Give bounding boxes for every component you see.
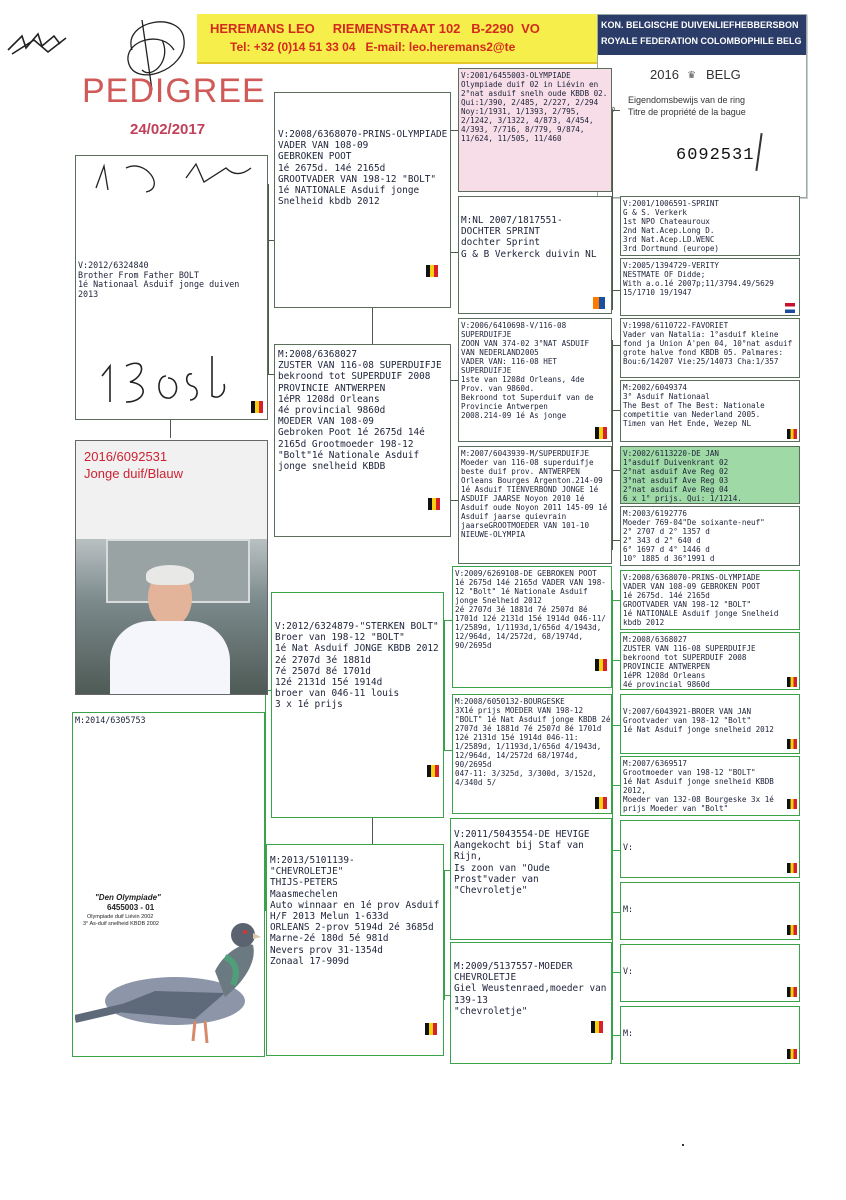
pen-dot: [682, 1144, 684, 1146]
org-name-fr: ROYALE FEDERATION COLOMBOPHILE BELG: [601, 36, 802, 46]
belgian-flag-icon: [427, 765, 439, 777]
gen4-box-12: [620, 882, 800, 940]
org-name-nl: KON. BELGISCHE DUIVENLIEFHEBBERSBON: [601, 20, 799, 30]
gen4-box-11-text: V:: [623, 842, 634, 852]
gen4-box-2: [620, 258, 800, 316]
belgian-flag-icon: [787, 925, 797, 935]
ring-country: BELG: [706, 67, 741, 82]
gen4-box-6: [620, 506, 800, 566]
belgian-flag-icon: [787, 677, 797, 687]
gen4-box-4: [620, 380, 800, 442]
gen2-fm-text: M:2008/6368027 ZUSTER VAN 116-08 SUPERDUIFJE bekroond tot SUPERDUIF 2008 PROVINCIE ANTWERPEN 1éPR 1208d Orleans 4é provincial 9860d MOEDER VAN 108-09 Gebroken Poot 1é 2675d 14é 2165d Grootmoeder 198-12 "Bolt"1é Nationale Asduif jonge snelheid KBDB: [278, 349, 442, 473]
belgian-flag-icon: [787, 987, 797, 997]
gen4-box-11: [620, 820, 800, 878]
pigeon-image: [75, 901, 263, 1051]
gen3-fmm-text: M:2007/6043939-M/SUPERDUIFJE Moeder van 116-08 superduifje beste duif prov. ANTWERPEN Orleans Bourges Argenton.214-09 1é Asduif TIENVERBOND JONGE 1é ASDUIF JAARSE Noyon 2010 1é Asduif oude Noyon 2011 145-09 1é Asduif jaarse quievrain jaarseGROOTMOEDER VAN 101-10 NIEUWE-OLYMPIA: [461, 449, 608, 539]
belgian-flag-icon: [426, 265, 438, 277]
belgian-flag-icon: [251, 401, 263, 413]
olympiade-line2: 3° As-duif snelheid KBDB 2002: [83, 921, 159, 927]
olympiade-line1: Olympiade duif Liévin 2002: [87, 914, 154, 920]
gen3-fff-box: [458, 68, 612, 192]
portrait-shirt: [110, 621, 230, 694]
crown-icon: ♛: [688, 67, 696, 81]
gen4-box-10: [620, 756, 800, 816]
gen2-mm-text: M:2013/5101139- "CHEVROLETJE" THIJS-PETERS Maasmechelen Auto winnaar en 1é prov Asduif H/F 2013 Melun 1-633d ORLEANS 2-prov 5194d 2é 3685d Marne-2é 180d 5é 981d Nevers prov 31-1354d Zonaal 17-909d: [270, 855, 440, 967]
olympiade-ring: 6455003 - 01: [107, 903, 155, 912]
gen2-ff-box: [274, 92, 451, 308]
father-box: [75, 155, 268, 420]
ownership-label-nl: Eigendomsbewijs van de ring: [628, 95, 746, 105]
ownership-label-fr: Titre de propriété de la bague: [628, 107, 746, 117]
belgian-flag-icon: [593, 297, 605, 309]
gen3-ffm-text: M:NL 2007/1817551- DOCHTER SPRINT dochter Sprint G & B Verkerck duivin NL: [461, 215, 597, 260]
gen4-box-5: [620, 446, 800, 504]
belgian-flag-icon: [595, 659, 607, 671]
gen3-fmf-text: V:2006/6410698-V/116-08 SUPERDUIFJE ZOON VAN 374-02 3°NAT ASDUIF VAN NEDERLAND2005 VADER VAN: 116-08 HET SUPERDUIFJE 1ste van 1208d Orleans, 4de Prov. van 9860d. Bekroond tot Superduif van de Provincie Antwerpen 2008.214-09 1é As jonge: [461, 321, 594, 420]
gen4-box-9-text: V:2007/6043921-BROER VAN JAN Grootvader van 198-12 "Bolt" 1é Nat Asduif jonge snelheid 2012: [623, 707, 774, 734]
belgian-flag-icon: [591, 1021, 603, 1033]
belgian-flag-icon: [425, 1023, 437, 1035]
pedigree-date: 24/02/2017: [130, 121, 206, 138]
gen4-box-4-text: M:2002/6049374 3° Asduif Nationaal The Best of The Best: Nationale competitie van Nederland 2005. Timen van Het Ende, Wezep NL: [623, 383, 765, 428]
gen4-box-1: [620, 196, 800, 256]
gen3-mmm-box: [450, 942, 612, 1064]
gen4-box-9: [620, 694, 800, 754]
mother-text: M:2014/6305753: [75, 715, 146, 725]
gen2-mm-box: [266, 844, 444, 1056]
gen4-box-3-text: V:1998/6110722-FAVORIET Vader van Natalia: 1°asduif kleine fond ja Union A'pen 04, 10°nat asduif grote halve fond KBDB 05. Palmares: Bou:6/14207 Vie:25/14073 Cha:1/357: [623, 321, 793, 366]
signature-scribble: [86, 158, 256, 198]
bird-ring: 2016/6092531: [84, 449, 168, 464]
gen4-box-2-text: V:2005/1394729-VERITY NESTMATE OF Didde; With a.o.1é 2007p;11/3794.49/5629 15/1710 19/1947: [623, 261, 774, 297]
gen3-mfm-box: [452, 694, 612, 814]
bird-id-panel: [75, 440, 268, 695]
gen4-box-10-text: M:2007/6369517 Grootmoeder van 198-12 "BOLT" 1é Nat Asduif jonge snelheid KBDB 2012, Moeder van 132-08 Bourgeske 3x 1é prijs Moeder van "Bolt": [623, 759, 774, 813]
ring-card-pen-line: [755, 133, 762, 171]
belgian-flag-icon: [428, 498, 440, 510]
belgian-flag-icon: [787, 1049, 797, 1059]
gen3-ffm-box: [458, 196, 612, 314]
gen4-box-7-text: V:2008/6368070-PRINS-OLYMPIADE VADER VAN 108-09 GEBROKEN POOT 1é 2675d. 14é 2165d GROOTVADER VAN 198-12 "BOLT" 1é NATIONALE Asduif jonge Snelheid kbdb 2012: [623, 573, 779, 627]
belgian-flag-icon: [595, 797, 607, 809]
gen3-mff-box: [452, 566, 612, 688]
gen4-box-3: [620, 318, 800, 378]
gen4-box-13-text: V:: [623, 966, 634, 976]
ring-year: 2016: [650, 67, 679, 82]
gen3-mmm-text: M:2009/5137557-MOEDER CHEVROLETJE Giel Weustenraed,moeder van 139-13 "chevroletje": [454, 961, 607, 1017]
netherlands-flag-icon: [785, 303, 795, 313]
owner-photo: [76, 539, 267, 694]
ring-number: 6092531: [676, 146, 755, 165]
gen4-box-8-text: M:2008/6368027 ZUSTER VAN 116-08 SUPERDUIFJE bekroond tot SUPERDUIF 2008 PROVINCIE ANTWERPEN 1éPR 1208d Orleans 4é provincial 9860d: [623, 635, 756, 689]
gen4-box-13: [620, 944, 800, 1002]
gen3-fff-text: V:2001/6455003-OLYMPIADE Olympiade duif 02 in Liévin en 2°nat asduif snelh oude KBDB 02. Qui:1/390, 2/485, 2/227, 2/294 Noy:1/1931, 1/1393, 2/795, 2/1242, 3/1322, 4/873, 4/454, 4/393, 7/716, 8/779, 9/874, 11/624, 11/505, 11/460: [461, 71, 608, 143]
belgian-flag-icon: [595, 427, 607, 439]
gen2-mf-text: V:2012/6324879-"STERKEN BOLT" Broer van 198-12 "BOLT" 1é Nat Asduif JONGE KBDB 2012 2é 2707d 3é 1881d 7é 2507d 8é 1701d 12é 2131d 15é 1914d broer van 046-11 louis 3 x 1é prijs: [275, 621, 439, 711]
ring-card: [597, 14, 807, 198]
gen4-box-8: [620, 632, 800, 690]
olympiade-name: "Den Olympiade": [95, 893, 161, 902]
gen3-mmf-box: [450, 818, 612, 940]
ring-card-header: [598, 15, 806, 55]
gen3-fmm-box: [458, 446, 612, 564]
gen3-mff-text: V:2009/6269108-DE GEBROKEN POOT 1é 2675d 14é 2165d VADER VAN 198-12 "Bolt" 1é Nationale Asduif jonge Snelheid 2012 2é 2707d 3é 1881d 7é 2507d 8é 1701d 12é 2131d 15é 1914d 046-11/ 1/2589d, 1/1193d,1/656d 4/1943d, 12/964d, 14/2572d, 68/1974d, 90/2695d: [455, 569, 606, 650]
gen2-fm-box: [274, 344, 451, 537]
breeder-address: HEREMANS LEO RIEMENSTRAAT 102 B-2290 VO: [210, 21, 540, 36]
gen3-fmf-box: [458, 318, 612, 442]
mother-box: [72, 712, 265, 1057]
gen4-box-1-text: V:2001/1006591-SPRINT G & S. Verkerk 1st NPO Chateauroux 2nd Nat.Acep.Long D. 3rd Nat.Acep.LD.WENC 3rd Dortmund (europe): [623, 199, 720, 253]
gen2-ff-text: V:2008/6368070-PRINS-OLYMPIADE VADER VAN 108-09 GEBROKEN POOT 1é 2675d. 14é 2165d GROOTVADER VAN 198-12 "BOLT" 1é NATIONALE Asduif jonge Snelheid kbdb 2012: [278, 129, 448, 208]
handwritten-mark: [96, 336, 236, 406]
page-title: PEDIGREE: [82, 72, 266, 110]
belgian-flag-icon: [787, 863, 797, 873]
gen4-box-6-text: M:2003/6192776 Moeder 769-04"De soixante-neuf" 2° 2707 d 2° 1357 d 2° 343 d 2° 640 d 6° 1697 d 4° 1446 d 10° 1885 d 36°1991 d: [623, 509, 765, 563]
gen4-box-14-text: M:: [623, 1028, 634, 1038]
gen4-box-14: [620, 1006, 800, 1064]
breeder-contact: Tel: +32 (0)14 51 33 04 E-mail: leo.heremans2@te: [230, 40, 516, 54]
gen3-mfm-text: M:2008/6050132-BOURGESKE 3X1é prijs MOEDER VAN 198-12 "BOLT" 1é Nat Asduif jonge KBDB 2é 2707d 3é 1881d 7é 2507d 8é 1701d 12é 2131d 15é 1914d 046-11: 1/2589d, 1/1193d,1/656d 4/1943d, 12/964d, 14/2572d 68/1974d, 90/2695d 047-11: 3/325d, 3/300d, 3/152d, 4/340d 5/: [455, 697, 611, 787]
gen4-box-5-text: V:2002/6113220-DE JAN 1°asduif Duivenkrant 02 2°nat asduif Ave Reg 02 3°nat asduif Ave Reg 03 2°nat asduif Ave Reg 04 6 x 1° prijs. Qui: 1/1214.: [623, 449, 742, 503]
belgian-flag-icon: [787, 739, 797, 749]
belgian-flag-icon: [787, 429, 797, 439]
gen3-mmf-text: V:2011/5043554-DE HEVIGE Aangekocht bij Staf van Rijn, Is zoon van "Oude Prost"vader van "Chevroletje": [454, 829, 590, 897]
scribble-mark: [4, 28, 70, 58]
bird-description: Jonge duif/Blauw: [84, 466, 184, 481]
belgian-flag-icon: [787, 799, 797, 809]
father-text: V:2012/6324840 Brother From Father BOLT 1é Nationaal Asduif jonge duiven 2013: [78, 260, 240, 299]
gen2-mf-box: [271, 592, 444, 818]
gen4-box-7: [620, 570, 800, 630]
gen4-box-12-text: M:: [623, 904, 634, 914]
